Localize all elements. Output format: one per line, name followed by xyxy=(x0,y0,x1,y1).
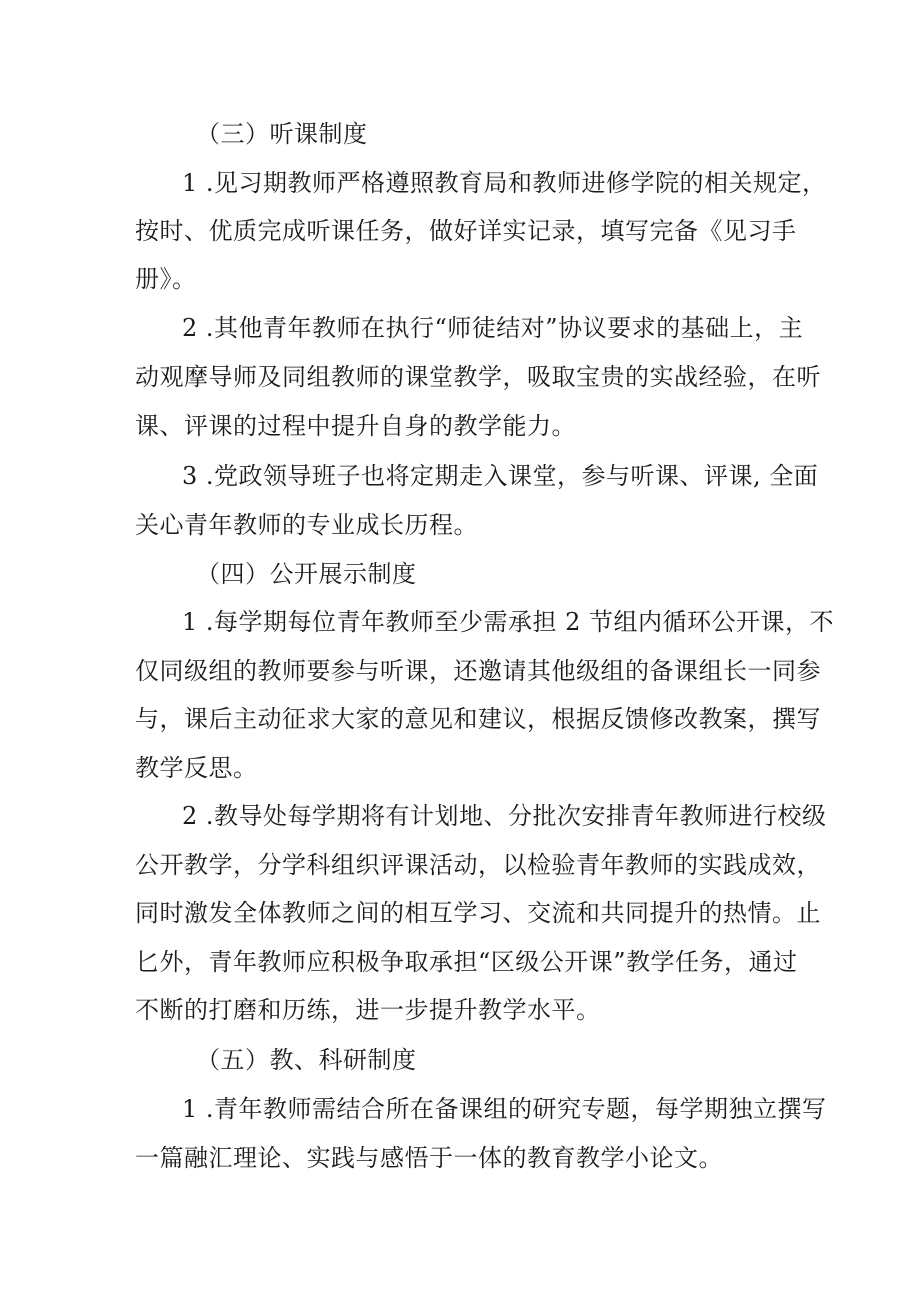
paragraph-line: 1 .见习期教师严格遵照教育局和教师进修学院的相关规定， xyxy=(182,169,827,197)
paragraph-line: 教学反思。 xyxy=(135,754,258,782)
paragraph-line: 关心青年教师的专业成长历程。 xyxy=(135,511,478,539)
paragraph-line: 2 .其他青年教师在执行“师徒结对”协议要求的基础上，主 xyxy=(182,314,804,342)
paragraph-line: 2 .教导处每学期将有计划地、分批次安排青年教师进行校级 xyxy=(182,802,827,830)
paragraph-line: 公开教学，分学科组织评课活动，以检验青年教师的实践成效， xyxy=(135,851,821,879)
paragraph-line: 3 .党政领导班子也将定期走入课堂，参与听课、评课, 全面 xyxy=(182,462,819,490)
paragraph-line: 1 .青年教师需结合所在备课组的研究专题，每学期独立撰写 xyxy=(182,1095,827,1123)
paragraph-line: 动观摩导师及同组教师的课堂教学，吸取宝贵的实战经验，在听 xyxy=(135,363,821,391)
paragraph-line: 按时、优质完成听课任务，做好详实记录，填写完备《见习手 xyxy=(135,217,797,245)
paragraph-line: 仅同级组的教师要参与听课，还邀请其他级组的备课组长一同参 xyxy=(135,657,821,685)
paragraph-line: 一篇融汇理论、实践与感悟于一体的教育教学小论文。 xyxy=(135,1144,723,1172)
paragraph-line: 不断的打磨和历练，进一步提升教学水平。 xyxy=(135,996,601,1024)
paragraph-line: 与，课后主动征求大家的意见和建议，根据反馈修改教案，撰写 xyxy=(135,705,821,733)
paragraph-line: 1 .每学期每位青年教师至少需承担 2 节组内循环公开课，不 xyxy=(182,608,835,636)
section-heading-4: （四）公开展示制度 xyxy=(196,560,417,588)
section-heading-3: （三）听课制度 xyxy=(196,120,368,148)
section-heading-5: （五）教、科研制度 xyxy=(196,1046,417,1074)
paragraph-line: 匕外，青年教师应积极争取承担“区级公开课”教学任务，通过 xyxy=(135,948,798,976)
paragraph-line: 册》。 xyxy=(135,265,197,293)
paragraph-line: 课、评课的过程中提升自身的教学能力。 xyxy=(135,412,576,440)
paragraph-line: 同时激发全体教师之间的相互学习、交流和共同提升的热情。止 xyxy=(135,899,821,927)
